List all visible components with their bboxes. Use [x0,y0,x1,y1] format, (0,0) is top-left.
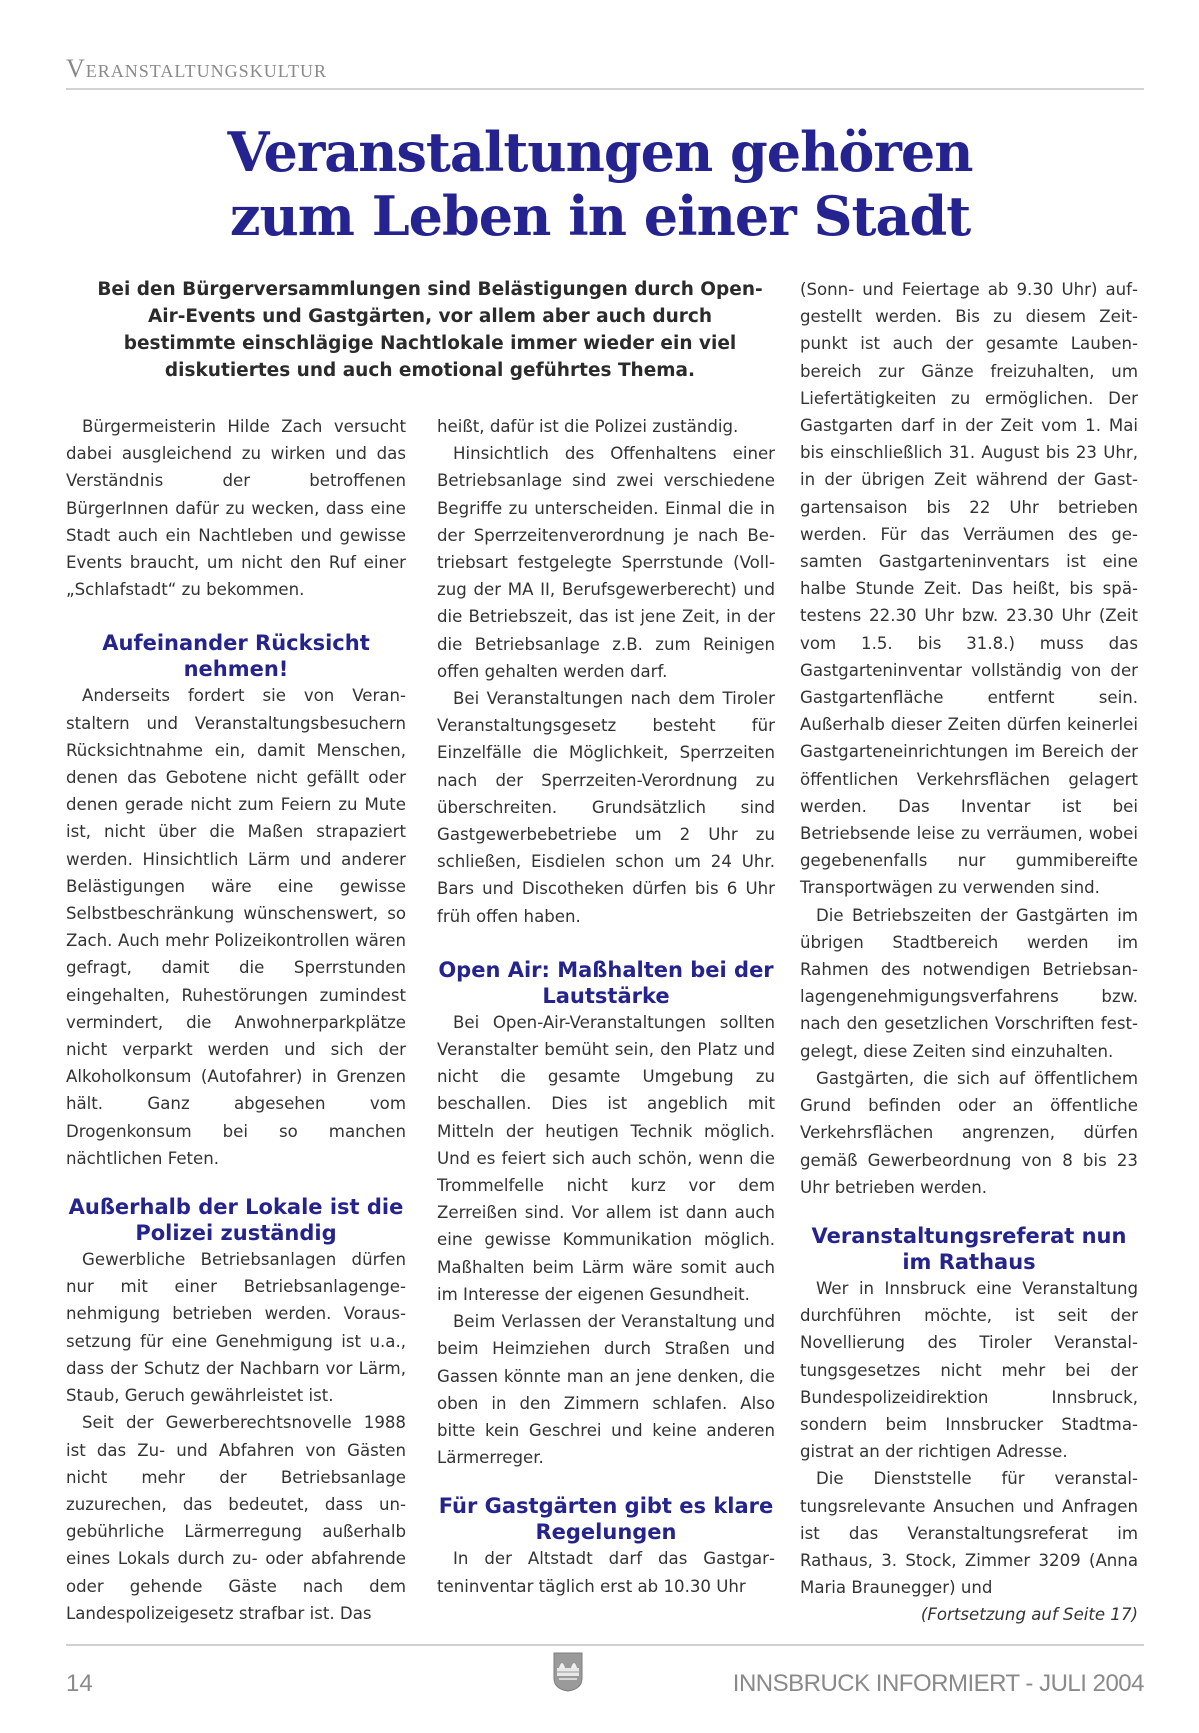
paragraph: Gastgärten, die sich auf öffentlichem Grund befinden oder an öffentliche Verkehrsflächen angrenzen, dürfen gemäß Gewerbeordnung von 8 bis 23 Uhr betrieben werden. [800,1068,1138,1197]
headline-line-1: Veranstaltungen gehören [227,120,973,184]
header-rule [66,88,1144,90]
paragraph: Gewerbliche Betriebsanlagen dürfen nur mit einer Betriebsanlagengenehmigung betrieben werden. Voraussetzung für eine Genehmigung ist u.a., dass der Schutz der Nachbarn vor Lärm, Staub, Geruch gewährleistet ist. [66,1250,406,1406]
column-1 [66,413,406,1627]
subheading: Open Air: Maßhalten bei der Lautstärke [438,957,774,1008]
coat-of-arms-icon [553,1652,583,1692]
paragraph: Bei Veranstaltungen nach dem Tiroler Veranstaltungsgesetz besteht für Einzelfälle die Möglichkeit, Sperrzeiten nach der Sperrzeiten-Verordnung zu überschreiten. Grundsätzlich sind Gastgewerbebetriebe um 2 Uhr zu schließen, Eisdielen schon um 24 Uhr. Bars und Discotheken dürfen bis 6 Uhr früh offen haben. [437,689,775,926]
subheading: Außerhalb der Lokale ist die Polizei zuständig [68,1195,404,1246]
continuation-note: (Fortsetzung auf Seite 17) [920,1605,1138,1625]
paragraph: (Sonn- und Feiertage ab 9.30 Uhr) aufgestellt werden. Bis zu diesem Zeitpunkt ist auch der gesamte Laubenbereich zur Gänze freizuhalten, um Liefertätigkeiten zu ermöglichen. Der Gastgarten darf in der Zeit vom 1. Mai bis einschließlich 31. August bis 23 Uhr, in der übrigen Zeit während der Gastgartensaison bis 22 Uhr betrieben werden. Für das Verräumen des gesamten Gastgarteninventars ist eine halbe Stunde Zeit. Das heißt, bis spätestens 22.30 Uhr bzw. 23.30 Uhr (Zeit vom 1.5. bis 31.8.) muss das Gastgarteninventar vollständig von der Gastgartenfläche entfernt sein. Außerhalb dieser Zeiten dürfen keinerlei Gastgarteneinrichtungen im Bereich der öffentlichen Verkehrsflächen gelagert werden. Das Inventar ist bei Betriebsende leise zu verräumen, wobei gegebenenfalls nur gummibereifte Transportwägen zu verwenden sind. [800,280,1138,898]
footer-rule [66,1644,1144,1646]
paragraph: Anderseits fordert sie von Veranstaltern und Veranstaltungsbesuchern Rücksichtnahme ein, damit Menschen, denen das Gebotene nicht gefällt oder denen gerade nicht zum Feiern zu Mute ist, nicht über die Maßen strapaziert werden. Hinsichtlich Lärm und anderer Belästigungen wäre eine gewisse Selbstbeschränkung wünschenswert, so Zach. Auch mehr Polizeikontrollen wären gefragt, damit die Sperrstunden eingehalten, Ruhestörungen zumindest vermindert, die Anwohnerparkplätze nicht verparkt werden und sich der Alkoholkonsum (Autofahrer) in Grenzen hält. Ganz abgesehen vom Drogenkonsum bei so manchen nächtlichen Feten. [66,686,406,1168]
subheading: Für Gastgärten gibt es klare Regelungen [438,1494,774,1545]
paragraph: Die Dienststelle für veranstaltungsrelevante Ansuchen und Anfragen ist das Veranstaltungsreferat im Rathaus, 3. Stock, Zimmer 3209 (Anna Maria Braunegger) und [800,1469,1138,1598]
subheading: Veranstaltungsreferat nun im Rathaus [811,1223,1127,1274]
column-2 [437,413,775,1600]
paragraph: heißt, dafür ist die Polizei zuständig. [437,417,739,436]
headline-line-2: zum Leben in einer Stadt [229,184,971,248]
column-3 [800,276,1138,1629]
publication-info: INNSBRUCK INFORMIERT - JULI 2004 [732,1670,1144,1697]
paragraph: In der Altstadt darf das Gastgarteninventar täglich erst ab 10.30 Uhr [437,1549,775,1596]
paragraph: Hinsichtlich des Offenhaltens einer Betriebsanlage sind zwei verschiedene Begriffe zu unterscheiden. Einmal die in der Sperrzeitenverordnung je nach Betriebsart festgelegte Sperrstunde (Vollzug der MA II, Berufsgewerberecht) und die Betriebszeit, das ist jene Zeit, in der die Betriebsanlage z.B. zum Reinigen offen gehalten werden darf. [437,444,775,681]
paragraph: Wer in Innsbruck eine Veranstaltung durchführen möchte, ist seit der Novellierung des Tiroler Veranstaltungsgesetzes nicht mehr bei der Bundespolizeidirektion Innsbruck, sondern beim Innsbrucker Stadtmagistrat an der richtigen Adresse. [800,1278,1138,1462]
subheading: Aufeinander Rücksicht nehmen! [102,631,370,682]
article-headline [120,120,1080,248]
article-lead: Bei den Bürgerversammlungen sind Belästigungen durch Open-Air-Events und Gastgärten, vor allem aber auch durch bestimmte einschlägige Nachtlokale immer wieder ein viel diskutiertes und auch emotional geführtes Thema. [97,279,763,381]
paragraph: Seit der Gewerberechtsnovelle 1988 ist das Zu- und Abfahren von Gästen nicht mehr der Betriebsanlage zuzurechen, das bedeutet, dass ungebührliche Lärmerregung außerhalb eines Lokals durch zu- oder abfahrende oder gehende Gäste nach dem Landespolizeigesetz strafbar ist. Das [66,1413,406,1623]
paragraph: Die Betriebszeiten der Gastgärten im übrigen Stadtbereich werden im Rahmen des notwendigen Betriebsanlagengenehmigungsverfahrens bzw. nach den gesetzlichen Vorschriften festgelegt, diese Zeiten sind einzuhalten. [800,905,1138,1061]
page-number: 14 [66,1670,93,1697]
section-label: Veranstaltungskultur [66,54,328,83]
paragraph: Bürgermeisterin Hilde Zach versucht dabei ausgleichend zu wirken und das Verständnis der betroffenen BürgerInnen dafür zu wecken, dass eine Stadt auch ein Nachtleben und gewisse Events braucht, um nicht den Ruf einer „Schlafstadt“ zu bekommen. [66,417,406,600]
paragraph: Bei Open-Air-Veranstaltungen sollten Veranstalter bemüht sein, den Platz und nicht die gesamte Umgebung zu beschallen. Dies ist angeblich mit Mitteln der heutigen Technik möglich. Und es feiert sich auch schön, wenn die Trommelfelle nicht kurz vor dem Zerreißen sind. Vor allem ist dann auch eine gewisse Kommunikation möglich. Maßhalten beim Lärm wäre somit auch im Interesse der eigenen Gesundheit. [437,1012,775,1304]
paragraph: Beim Verlassen der Veranstaltung und beim Heimziehen durch Straßen und Gassen könnte man an jene denken, die oben in den Zimmern schlafen. Also bitte kein Geschrei und keine anderen Lärmerreger. [437,1312,775,1468]
